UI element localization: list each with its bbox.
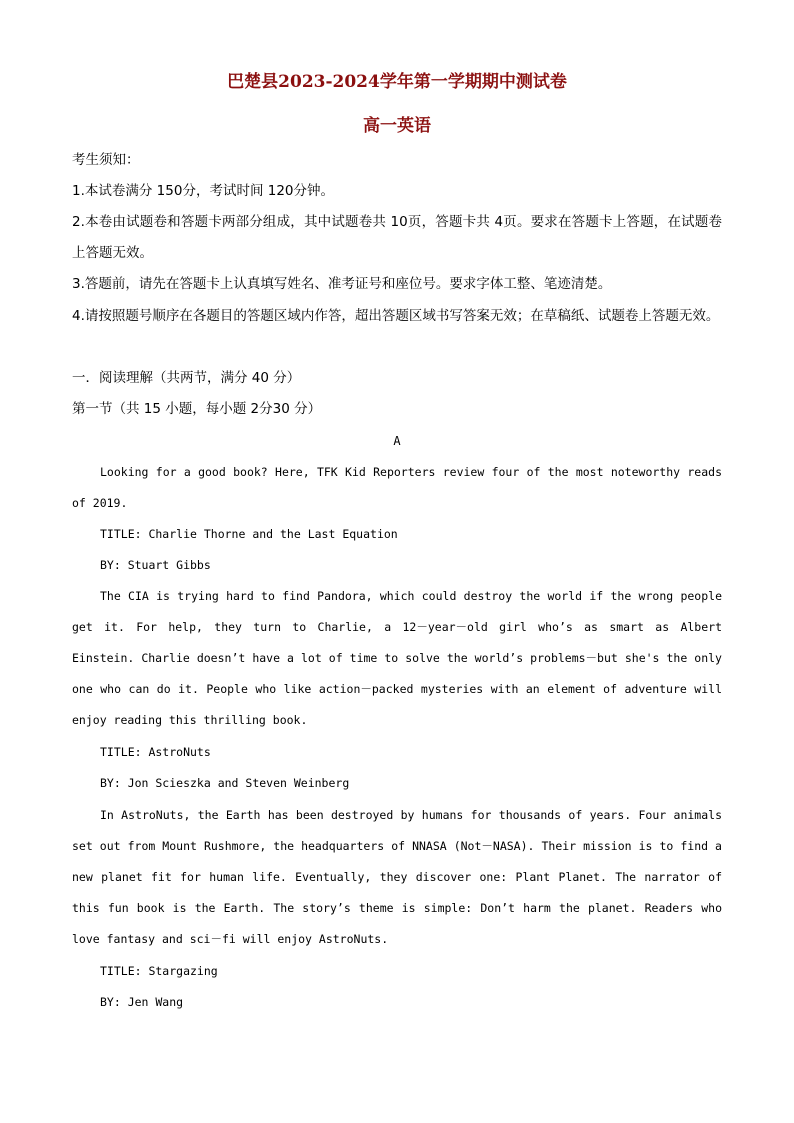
exam-title: 巴楚县2023-2024学年第一学期期中测试卷 [227, 72, 567, 92]
notice-item-3: 3.答题前，请先在答题卡上认真填写姓名、准考证号和座位号。要求字体工整、笔迹清楚。 [72, 276, 612, 292]
book-3-title: TITLE: Stargazing [100, 964, 218, 978]
notice-item-1: 1.本试卷满分 150分，考试时间 120分钟。 [72, 183, 334, 199]
book-2-title: TITLE: AstroNuts [100, 745, 211, 759]
book-3-author: BY: Jen Wang [100, 995, 184, 1009]
notice-item-2: 2.本卷由试题卷和答题卡两部分组成，其中试题卷共 10页，答题卡共 4页。要求在答题卡上答题，在试题卷上答题无效。 [72, 214, 722, 261]
notice-heading: 考生须知： [72, 152, 140, 168]
part-title: 一．阅读理解（共两节，满分 40 分） [72, 370, 301, 386]
book-1-review: The CIA is trying hard to find Pandora, which could destroy the world if the wrong people get it. For help, they turn to Charlie, a 12－year－old girl who’s as smart as Albert Einstein. Charlie doesn’t have a lot of time to solve the world’s problems－but she's the only one who can do it. People who like action－packed mysteries with an element of adventure will enjoy reading this thrilling book. [72, 589, 722, 727]
exam-subject: 高一英语 [363, 116, 431, 136]
subsection-title: 第一节（共 15 小题，每小题 2分30 分） [72, 401, 322, 417]
passage-intro: Looking for a good book? Here, TFK Kid Reporters review four of the most noteworthy reads of 2019. [72, 465, 722, 510]
passage-label: A [393, 434, 401, 448]
book-2-review: In AstroNuts, the Earth has been destroyed by humans for thousands of years. Four animals set out from Mount Rushmore, the headquarters of NNASA (Not－NASA). Their mission is to find a new planet fit for human life. Eventually, they discover one: Plant Planet. The narrator of this fun book is the Earth. The story’s theme is simple: Don’t harm the planet. Readers who love fantasy and sci－fi will enjoy AstroNuts. [72, 808, 722, 946]
book-1-title: TITLE: Charlie Thorne and the Last Equation [100, 527, 398, 541]
notice-item-4: 4.请按照题号顺序在各题目的答题区域内作答，超出答题区域书写答案无效；在草稿纸、试题卷上答题无效。 [72, 308, 720, 324]
book-1-author: BY: Stuart Gibbs [100, 558, 211, 572]
book-2-author: BY: Jon Scieszka and Steven Weinberg [100, 776, 350, 790]
